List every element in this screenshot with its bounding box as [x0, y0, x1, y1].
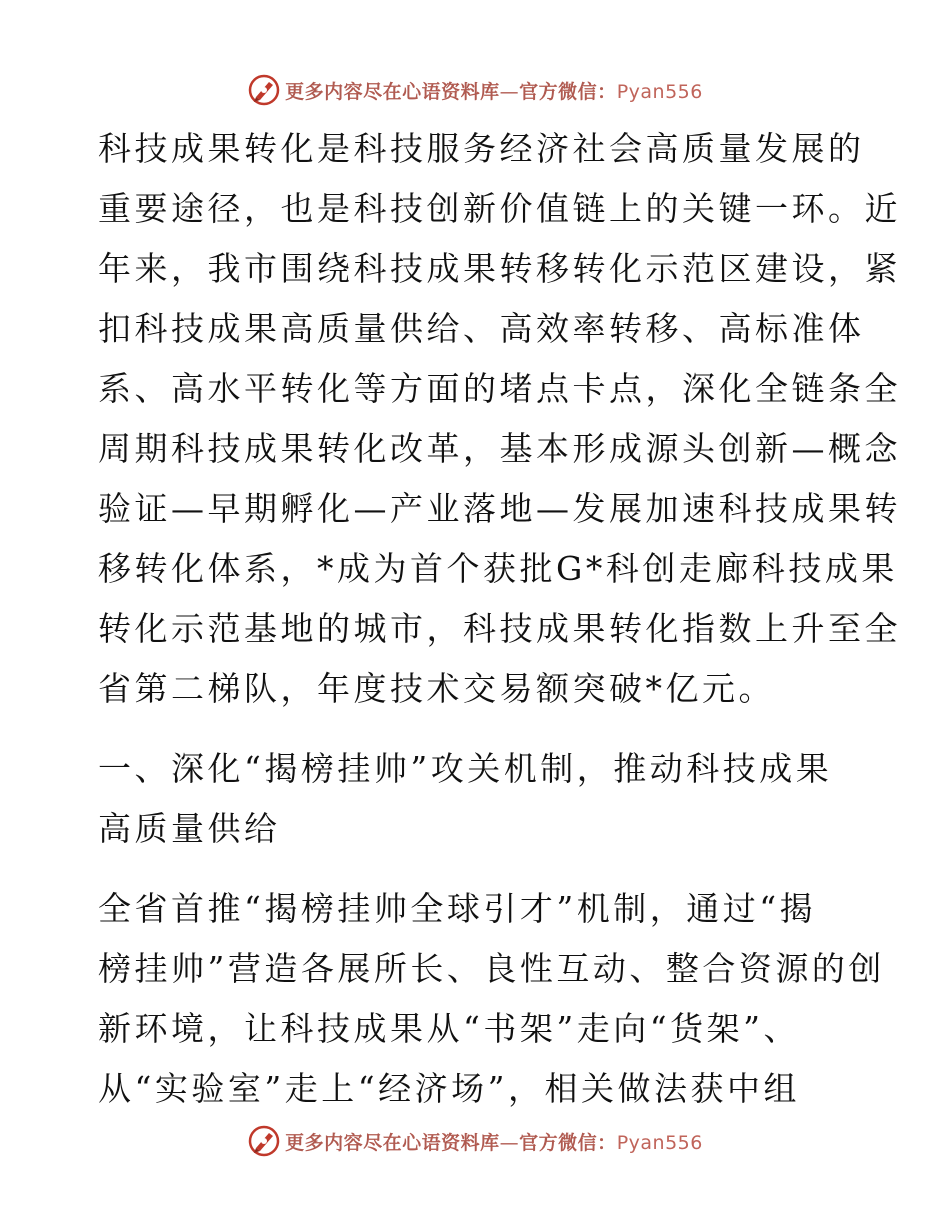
text-line: 全省首推“揭榜挂帅全球引才”机制，通过“揭	[98, 889, 817, 928]
text-line: 系、高水平转化等方面的堵点卡点，深化全链条全	[98, 369, 901, 408]
text-line: 榜挂帅”营造各展所长、良性互动、整合资源的创	[98, 949, 885, 988]
text-line: 验证—早期孵化—产业落地—发展加速科技成果转	[98, 489, 901, 528]
logo-pen-icon	[247, 73, 281, 107]
footer-banner	[0, 1121, 950, 1161]
banner-dash: —	[499, 1131, 520, 1154]
banner-main-text: 更多内容尽在心语资料库	[285, 80, 500, 103]
document-body	[98, 122, 901, 1122]
text-line: 重要途径，也是科技创新价值链上的关键一环。近	[98, 189, 901, 228]
paragraph-2	[98, 882, 885, 1122]
text-line: 新环境，让科技成果从“书架”走向“货架”、	[98, 1009, 800, 1048]
banner-sub-text: 官方微信：	[519, 1131, 617, 1154]
banner-dash: —	[499, 80, 520, 103]
banner-text	[285, 1128, 703, 1155]
heading-line: 高质量供给	[98, 809, 281, 848]
heading-line: 一、深化“揭榜挂帅”攻关机制，推动科技成果	[98, 749, 833, 788]
text-line: 省第二梯队，年度技术交易额突破*亿元。	[98, 669, 775, 708]
text-line: 年来，我市围绕科技成果转移转化示范区建设，紧	[98, 249, 901, 288]
text-line: 从“实验室”走上“经济场”，相关做法获中组	[98, 1069, 800, 1108]
text-line: 转化示范基地的城市，科技成果转化指数上升至全	[98, 609, 901, 648]
section-heading-1	[98, 742, 858, 862]
text-line: 科技成果转化是科技服务经济社会高质量发展的	[98, 129, 865, 168]
banner-wechat-id: Pyan556	[616, 1131, 703, 1154]
logo-pen-icon	[247, 1124, 281, 1158]
paragraph-1	[98, 122, 901, 722]
text-line: 周期科技成果转化改革，基本形成源头创新—概念	[98, 429, 901, 468]
banner-text	[285, 77, 703, 104]
text-line: 扣科技成果高质量供给、高效率转移、高标准体	[98, 309, 865, 348]
banner-main-text: 更多内容尽在心语资料库	[285, 1131, 500, 1154]
header-banner	[0, 70, 950, 110]
banner-wechat-id: Pyan556	[616, 80, 703, 103]
text-line: 移转化体系，*成为首个获批G*科创走廊科技成果	[98, 549, 898, 588]
banner-sub-text: 官方微信：	[519, 80, 617, 103]
